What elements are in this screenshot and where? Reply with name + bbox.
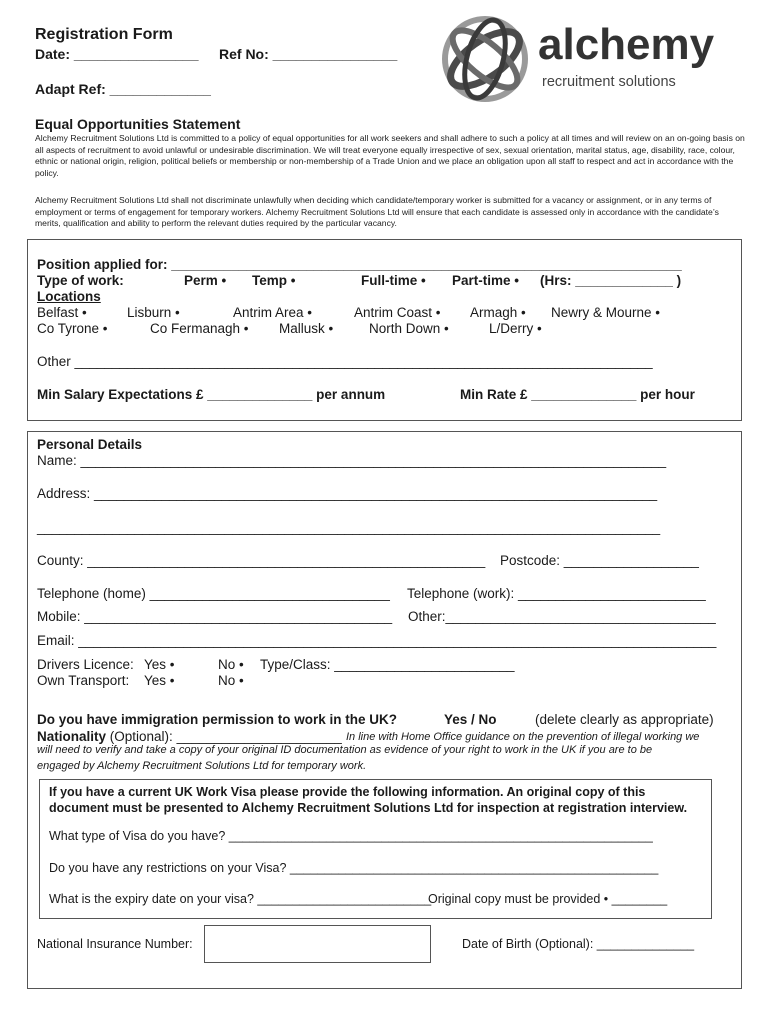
equal-ops-para1: Alchemy Recruitment Solutions Ltd is committed to a policy of equal opportunities for all work seekers and shall adhere to such a policy at all times and will review on an on-going basis on all aspects of recruitment to avoid unlawful or undesirable discrimination. We will treat everyone equally irrespective of sex, sexual orientation, marital status, age, disability, race, colour, ethnic or national origin, religion, political beliefs or membership or non-membership of a Trade Union and we place an obligation upon all staff to respect and act in accordance with the policy. [35,133,745,178]
name-field[interactable]: Name: ______________________________________________________________________________ [37,453,667,468]
immigration-yes-no[interactable]: Yes / No [444,712,497,727]
guidance-line2: will need to verify and take a copy of your original ID documentation as evidence of your right to work in the UK if you are to be [37,744,653,756]
logo-tagline: recruitment solutions [542,74,676,90]
licence-type-field[interactable]: Type/Class: ________________________ [260,657,515,672]
postcode-field[interactable]: Postcode: __________________ [500,553,699,568]
email-field[interactable]: Email: _____________________________________________________________________________________ [37,633,717,648]
location-antrim-coast[interactable]: Antrim Coast • [354,305,441,320]
alchemy-logo-icon [440,14,530,104]
nationality-field[interactable]: ______________________ [176,729,342,744]
telephone-work-field[interactable]: Telephone (work): _________________________ [407,586,706,601]
visa-type-field[interactable]: What type of Visa do you have? _____________________________________________________________ [49,829,653,843]
address-field[interactable]: Address: ___________________________________________________________________________ [37,486,658,501]
min-salary-field[interactable]: Min Salary Expectations £ ______________ per annum [37,387,386,402]
location-armagh[interactable]: Armagh • [470,305,526,320]
equal-ops-para2: Alchemy Recruitment Solutions Ltd shall not discriminate unlawfully when deciding which candidate/temporary worker is submitted for a vacancy or assignment, or in any terms of employment or terms of engagement for temporary workers. Alchemy Recruitment Solutions Ltd will ensure that each candidate is assessed only in accordance with the candidate’s merits, qualification and ability to perform the relevant duties required by the particular vacancy. [35,195,719,229]
original-copy-field[interactable]: Original copy must be provided • ________ [428,892,668,906]
transport-no-option[interactable]: No • [218,673,244,688]
date-field[interactable]: Date: ________________ [35,46,199,62]
form-title: Registration Form [35,26,173,43]
visa-intro-line2: document must be presented to Alchemy Recruitment Solutions Ltd for inspection at registration interview. [49,801,688,815]
location-lisburn[interactable]: Lisburn • [127,305,180,320]
location-mallusk[interactable]: Mallusk • [279,321,334,336]
other-location-field[interactable]: Other _____________________________________________________________________________ [37,354,653,369]
nationality-optional: (Optional): [109,729,173,744]
equal-ops-heading: Equal Opportunities Statement [35,116,241,132]
date-of-birth-field[interactable]: Date of Birth (Optional): ______________ [462,937,695,951]
visa-expiry-field[interactable]: What is the expiry date on your visa? _________________________ [49,892,432,906]
location-north-down[interactable]: North Down • [369,321,449,336]
fulltime-option[interactable]: Full-time • [361,273,426,288]
type-of-work-label: Type of work: [37,273,124,288]
location-co-tyrone[interactable]: Co Tyrone • [37,321,108,336]
delete-note: (delete clearly as appropriate) [535,712,714,727]
location-newry-mourne[interactable]: Newry & Mourne • [551,305,661,320]
visa-restrictions-field[interactable]: Do you have any restrictions on your Visa? _____________________________________________________ [49,861,659,875]
county-field[interactable]: County: _____________________________________________________ [37,553,486,568]
position-applied-field[interactable]: Position applied for: ____________________________________________________________________ [37,257,682,272]
licence-yes-option[interactable]: Yes • [144,657,175,672]
personal-details-heading: Personal Details [37,437,143,452]
ni-number-label: National Insurance Number: [37,937,193,951]
own-transport-label: Own Transport: [37,673,130,688]
telephone-home-field[interactable]: Telephone (home) ________________________________ [37,586,390,601]
location-belfast[interactable]: Belfast • [37,305,87,320]
guidance-line3: engaged by Alchemy Recruitment Solutions Ltd for temporary work. [37,760,367,772]
temp-option[interactable]: Temp • [252,273,296,288]
ni-number-input[interactable] [204,925,431,963]
transport-yes-option[interactable]: Yes • [144,673,175,688]
ref-no-field[interactable]: Ref No: ________________ [219,46,398,62]
perm-option[interactable]: Perm • [184,273,227,288]
immigration-question: Do you have immigration permission to work in the UK? [37,712,398,727]
address-line2-field[interactable]: ___________________________________________________________________________________ [37,520,661,535]
adapt-ref-field[interactable]: Adapt Ref: _____________ [35,81,211,97]
mobile-field[interactable]: Mobile: _________________________________________ [37,609,393,624]
drivers-licence-label: Drivers Licence: [37,657,134,672]
logo-name: alchemy [538,20,715,69]
hours-field[interactable]: (Hrs: _____________ ) [540,273,682,288]
location-co-fermanagh[interactable]: Co Fermanagh • [150,321,249,336]
location-lderry[interactable]: L/Derry • [489,321,542,336]
licence-no-option[interactable]: No • [218,657,244,672]
other-phone-field[interactable]: Other:____________________________________ [408,609,716,624]
locations-label: Locations [37,289,101,304]
min-rate-field[interactable]: Min Rate £ ______________ per hour [460,387,695,402]
guidance-line1: In line with Home Office guidance on the prevention of illegal working we [346,731,700,743]
visa-intro-line1: If you have a current UK Work Visa please provide the following information. An original copy of this [49,785,646,799]
nationality-label: Nationality [37,729,107,744]
location-antrim-area[interactable]: Antrim Area • [233,305,313,320]
parttime-option[interactable]: Part-time • [452,273,519,288]
